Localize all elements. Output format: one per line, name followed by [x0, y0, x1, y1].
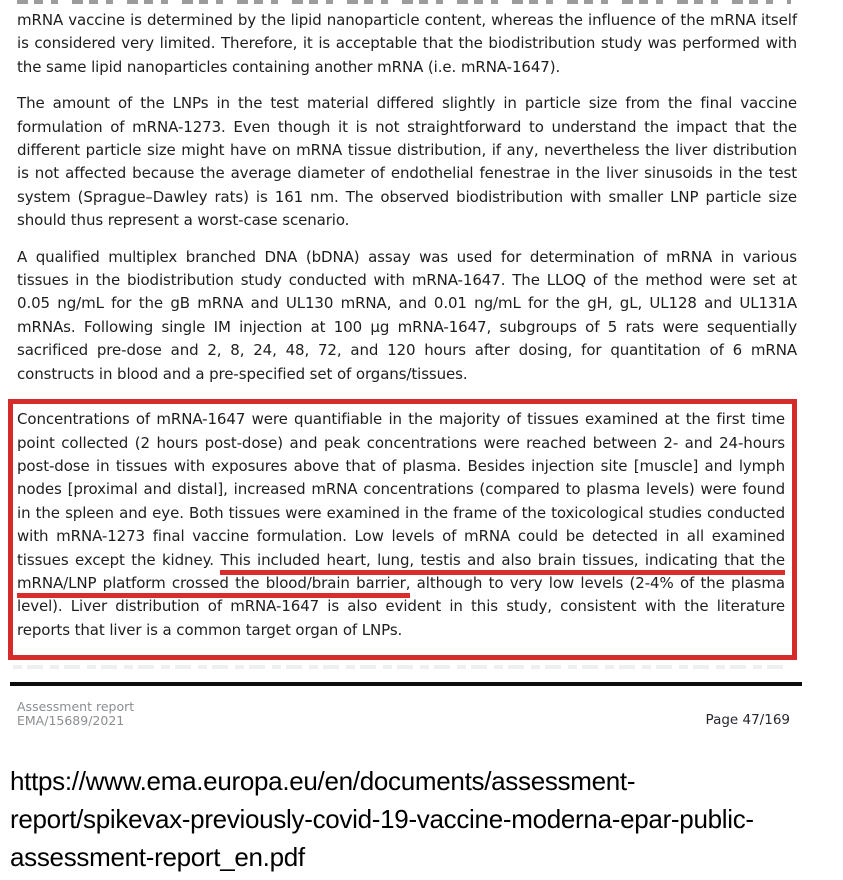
footer-divider-line	[10, 682, 802, 686]
footer-left-block	[17, 700, 134, 728]
source-url-text	[10, 762, 797, 876]
red-annotation-box	[8, 399, 797, 660]
paragraph-lnp-particle-size: The amount of the LNPs in the test material differed slightly in particle size from the final vaccine formulation of mRNA-1273. Even though it is not straightforward to understand the impact that the different particle size might have on mRNA tissue distribution, if any, nevertheless the liver distribution is not affected because the average diameter of endothelial fenestrae in the liver sinusoids in the test system (Sprague–Dawley rats) is 161 nm. The observed biodistribution with smaller LNP particle size should thus represent a worst-case scenario.	[17, 94, 797, 230]
cropped-text-remnants	[17, 0, 791, 4]
highlight-text-pre: Concentrations of mRNA-1647 were quantifiable in the majority of tissues examined at the first time point collected (2 hours post-dose) and peak concentrations were reached between 2- and 24-hours post-dose in tissues with exposures above that of plasma. Besides injection site [muscle] and lymph nodes [proximal and distal], increased mRNA concentrations (compared to plasma levels) were found in the spleen and eye. Both tissues were examined in the frame of the toxicological studies conducted with mRNA-1273 final vaccine formulation. Low levels of mRNA could be detected in all examined tissues except the kidney.	[17, 410, 785, 569]
paragraph-mrna-vaccine-lnp: mRNA vaccine is determined by the lipid nanoparticle content, whereas the influence of the mRNA itself is considered very limited. Therefore, it is acceptable that the biodistribution study was performed with the same lipid nanoparticles containing another mRNA (i.e. mRNA-1647).	[17, 11, 797, 76]
url-line-1: https://www.ema.europa.eu/en/documents/assessment-	[10, 766, 636, 797]
paragraph-biodistribution-findings	[17, 408, 785, 642]
page-footer	[17, 700, 797, 728]
compression-artifact-strip	[13, 665, 787, 669]
highlight-text-post: although to very low levels (2-4% of the plasma level). Liver distribution of mRNA-1647 is also evident in this study, consistent with the literature reports that liver is a common target organ of LNPs.	[17, 573, 785, 639]
paragraph-bdna-assay: A qualified multiplex branched DNA (bDNA) assay was used for determination of mRNA in various tissues in the biodistribution study conducted with mRNA-1647. The LLOQ of the method were set at 0.05 ng/mL for the gB mRNA and UL130 mRNA, and 0.01 ng/mL for the gH, gL, UL128 and UL131A mRNAs. Following single IM injection at 100 µg mRNA-1647, subgroups of 5 rats were sequentially sacrificed pre-dose and 2, 8, 24, 48, 72, and 120 hours after dosing, for quantitation of 6 mRNA constructs in blood and a pre-specified set of organs/tissues.	[17, 247, 797, 383]
footer-reference-number: EMA/15689/2021	[17, 713, 125, 729]
url-line-3: assessment-report_en.pdf	[10, 842, 305, 873]
red-underlined-phrase: This included heart, lung, testis and also brain tissues, indicating that the mRNA/LNP platform crossed the blood/brain barrier,	[17, 551, 785, 598]
url-line-2: report/spikevax-previously-covid-19-vaccine-moderna-epar-public-	[10, 804, 754, 835]
footer-report-label: Assessment report	[17, 699, 135, 715]
page-number-indicator: Page 47/169	[705, 712, 790, 729]
